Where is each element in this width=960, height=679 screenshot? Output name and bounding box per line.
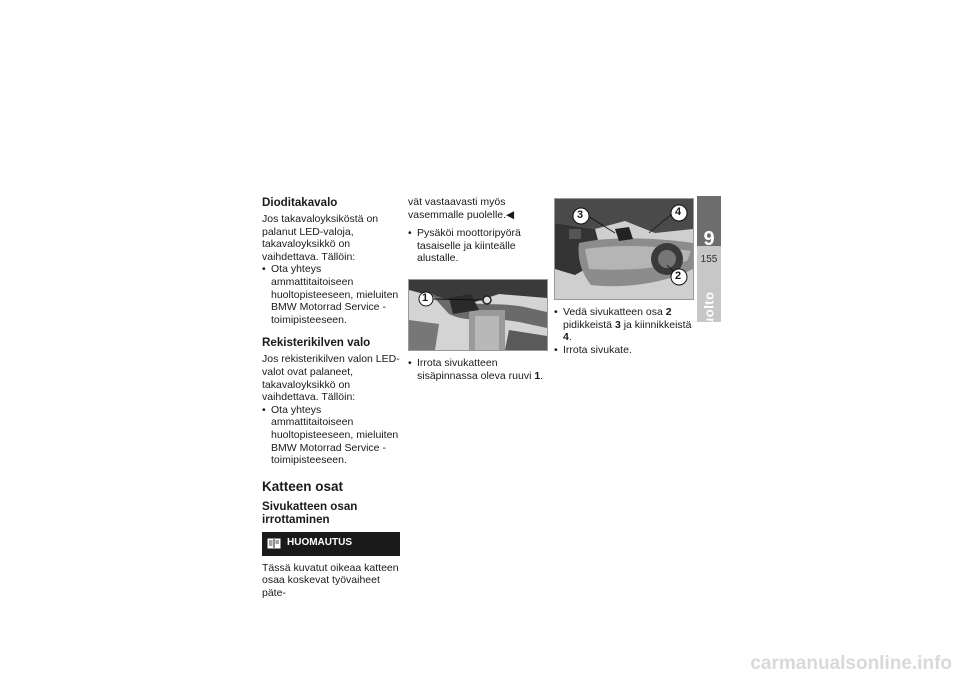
list-plate <box>262 404 400 467</box>
list-screw <box>408 357 546 382</box>
figure-side-panel-drawing <box>555 199 693 299</box>
heading-plate-light: Rekisterikilven valo <box>262 336 371 350</box>
chapter-title-vertical <box>697 291 721 336</box>
list-diode <box>262 263 400 326</box>
list-item <box>554 306 692 344</box>
pull-ref-2: 2 <box>665 306 672 318</box>
chapter-title: Huolto <box>701 291 717 336</box>
paragraph-plate: Jos rekisterikilven valon LED-valot ovat palaneet, takavaloyksikkö on vaihdettava. Tällöin: <box>262 353 400 404</box>
list-stand <box>408 227 546 265</box>
notice-banner <box>262 532 400 556</box>
list-pull <box>554 306 692 356</box>
list-item <box>408 357 546 382</box>
figure-label-1: 1 <box>422 291 429 304</box>
figure-screw-drawing <box>409 280 547 350</box>
list-item: • Ota yhteys ammattitaitoiseen huoltopisteeseen, mieluiten BMW Motorrad Service -toimipisteeseen. <box>262 263 400 326</box>
paragraph-continued: vät vastaavasti myös vasemmalle puolelle.◀ <box>408 196 515 221</box>
column-1 <box>262 196 400 599</box>
paragraph-diode: Jos takavaloyksiköstä on palanut LED-valoja, takavaloyksikkö on vaihdettava. Tällöin: <box>262 213 379 263</box>
notice-book-icon <box>267 538 281 549</box>
heading-side-panel-removal: Sivukatteen osan irrottaminen <box>262 499 358 526</box>
list-item: • Pysäköi moottoripyörä tasaiselle ja kiinteälle alustalle. <box>408 227 546 265</box>
chapter-badge <box>697 196 721 250</box>
watermark: carmanualsonline.info <box>750 653 952 674</box>
heading-diode-light: Dioditakavalo <box>262 196 338 209</box>
pull-text-d: . <box>568 331 572 344</box>
figure-label-2: 2 <box>675 270 682 282</box>
pull-text-c: ja kiinnikkeistä <box>620 318 692 331</box>
list-item: • Irrota sivukate. <box>554 344 692 357</box>
column-3 <box>554 196 692 356</box>
pull-text-a: Vedä sivukatteen osa <box>563 306 666 318</box>
figure-label-3: 3 <box>577 209 584 221</box>
heading-body-parts: Katteen osat <box>262 478 344 494</box>
pull-ref-3: 3 <box>614 318 621 331</box>
screw-ref-1: 1 <box>534 369 541 382</box>
figure-side-panel <box>554 198 694 300</box>
column-2 <box>408 196 546 382</box>
list-item: • Ota yhteys ammattitaitoiseen huoltopisteeseen, mieluiten BMW Motorrad Service -toimipisteeseen. <box>262 404 400 467</box>
chapter-number: 9 <box>703 228 715 250</box>
page-number: 155 <box>700 254 718 265</box>
figure-label-4: 4 <box>675 206 682 218</box>
paragraph-notice: Tässä kuvatut oikeaa katteen osaa koskevat työvaiheet päte- <box>262 561 399 599</box>
figure-screw <box>408 279 548 351</box>
notice-label: HUOMAUTUS <box>287 537 352 549</box>
pull-ref-4: 4 <box>563 331 569 344</box>
screw-end: . <box>540 369 544 382</box>
pull-text-b: pidikkeistä <box>563 318 615 331</box>
screw-text: Irrota sivukatteen sisäpinnassa oleva ruuvi <box>417 356 535 382</box>
